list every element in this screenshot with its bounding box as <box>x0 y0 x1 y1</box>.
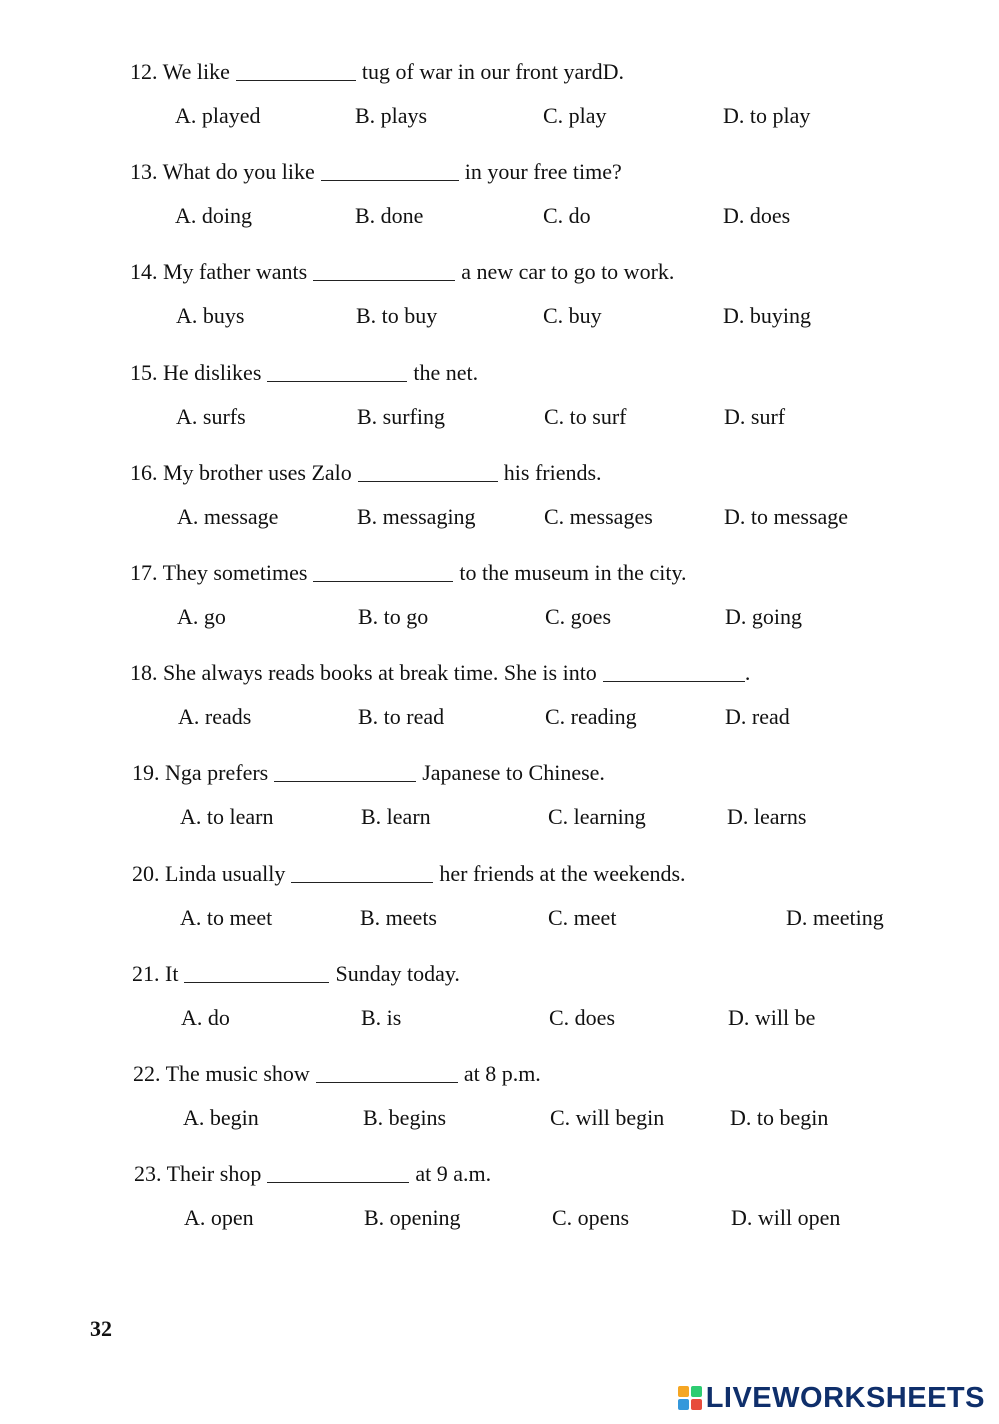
option-b[interactable]: B. to read <box>358 704 445 730</box>
question-text-after: a new car to go to work. <box>461 259 675 285</box>
question-number: 21. <box>132 960 160 986</box>
option-d[interactable]: D. buying <box>723 303 811 329</box>
question-number: 12. <box>130 59 158 84</box>
option-b[interactable]: B. meets <box>360 904 437 930</box>
question-13 <box>130 158 970 230</box>
question-number: 13. <box>130 159 158 185</box>
question-text-before: My brother uses Zalo <box>163 459 352 485</box>
option-d[interactable]: D. meeting <box>786 904 884 930</box>
question-text-after: at 9 a.m. <box>415 1161 492 1187</box>
answer-blank[interactable] <box>184 964 329 983</box>
question-text-before: It <box>165 960 179 986</box>
question-number: 20. <box>132 860 160 886</box>
logo-square-4 <box>691 1399 702 1410</box>
option-c[interactable]: C. learning <box>548 804 646 830</box>
option-c[interactable]: C. meet <box>548 904 617 930</box>
question-stem <box>132 759 972 787</box>
option-b[interactable]: B. to buy <box>356 303 438 329</box>
question-number: 19. <box>132 760 160 786</box>
option-d[interactable]: D. will be <box>728 1004 816 1030</box>
page-number: 32 <box>90 1316 112 1341</box>
answer-options <box>132 803 972 831</box>
answer-blank[interactable] <box>236 62 356 81</box>
question-19 <box>132 759 972 831</box>
option-c[interactable]: C. buy <box>543 303 602 329</box>
logo-square-1 <box>678 1386 689 1397</box>
question-text-after: . <box>744 660 751 686</box>
question-text-after: the net. <box>413 359 479 385</box>
option-b[interactable]: B. done <box>355 203 424 229</box>
question-text-after: at 8 p.m. <box>463 1061 541 1086</box>
answer-blank[interactable] <box>313 262 455 281</box>
option-c[interactable]: C. to surf <box>544 403 627 429</box>
question-text-after: to the museum in the city. <box>459 560 687 585</box>
question-text-after: her friends at the weekends. <box>439 860 686 886</box>
question-stem <box>130 359 970 387</box>
option-a[interactable]: A. surfs <box>176 403 246 429</box>
answer-options <box>132 904 972 932</box>
option-b[interactable]: B. is <box>361 1004 402 1030</box>
answer-options <box>130 202 970 230</box>
question-14 <box>130 258 970 330</box>
question-stem <box>132 960 972 988</box>
option-d[interactable]: D. going <box>725 604 802 629</box>
question-15 <box>130 359 970 431</box>
question-number: 18. <box>130 660 158 686</box>
answer-blank[interactable] <box>267 1164 409 1183</box>
answer-options <box>130 503 970 531</box>
option-d[interactable]: D. does <box>723 203 791 229</box>
option-d[interactable]: D. to play <box>723 103 811 128</box>
question-number: 23. <box>134 1161 162 1187</box>
question-text-before: She always reads books at break time. She is into <box>163 660 597 686</box>
question-text-before: They sometimes <box>162 560 308 585</box>
question-text-after: his friends. <box>503 459 602 485</box>
option-d[interactable]: D. will open <box>731 1205 841 1231</box>
question-17 <box>130 559 970 631</box>
liveworksheets-logo <box>678 1382 985 1414</box>
option-a[interactable]: A. played <box>175 103 261 128</box>
logo-text: LIVEWORKSHEETS <box>705 1381 985 1414</box>
option-d[interactable]: D. to begin <box>730 1105 829 1130</box>
option-b[interactable]: B. messaging <box>357 503 476 529</box>
option-a[interactable]: A. to meet <box>180 904 273 930</box>
answer-blank[interactable] <box>358 463 498 482</box>
option-b[interactable]: B. begins <box>363 1105 447 1130</box>
question-text-before: Their shop <box>166 1161 262 1187</box>
question-18 <box>130 659 970 731</box>
option-c[interactable]: C. messages <box>544 503 653 529</box>
answer-options <box>134 1204 974 1232</box>
option-a[interactable]: A. reads <box>178 704 252 730</box>
answer-blank[interactable] <box>321 162 459 181</box>
option-c[interactable]: C. do <box>543 203 591 229</box>
question-text-before: Linda usually <box>165 860 286 886</box>
question-stem <box>132 860 972 888</box>
liveworksheets-logo-icon <box>678 1386 702 1410</box>
question-number: 14. <box>130 259 158 285</box>
question-stem <box>130 58 970 86</box>
option-a[interactable]: A. go <box>177 604 226 629</box>
option-b[interactable]: B. surfing <box>357 403 445 429</box>
question-text-before: My father wants <box>163 259 308 285</box>
option-d[interactable]: D. learns <box>727 804 807 830</box>
option-c[interactable]: C. reading <box>545 704 637 730</box>
answer-blank[interactable] <box>267 363 407 382</box>
question-text-before: We like <box>162 59 230 84</box>
question-12 <box>130 58 970 130</box>
question-stem <box>130 258 970 286</box>
question-text-before: The music show <box>165 1061 310 1086</box>
question-23 <box>134 1160 974 1232</box>
answer-blank[interactable] <box>274 763 416 782</box>
answer-blank[interactable] <box>313 563 453 582</box>
answer-blank[interactable] <box>316 1064 458 1083</box>
question-number: 22. <box>133 1061 161 1086</box>
question-number: 16. <box>130 459 158 485</box>
question-text-after: tug of war in our front yardD. <box>361 59 624 84</box>
question-number: 15. <box>130 359 158 385</box>
answer-options <box>130 302 970 330</box>
option-b[interactable]: B. learn <box>361 804 431 830</box>
answer-options <box>130 403 970 431</box>
option-a[interactable]: A. buys <box>176 303 245 329</box>
option-a[interactable]: A. message <box>177 503 279 529</box>
question-text-before: What do you like <box>162 159 315 185</box>
question-stem <box>130 459 970 487</box>
logo-square-2 <box>691 1386 702 1397</box>
option-a[interactable]: A. doing <box>175 203 252 229</box>
question-text-after: in your free time? <box>464 159 622 185</box>
answer-options <box>132 1004 972 1032</box>
answer-options <box>130 703 970 731</box>
option-d[interactable]: D. to message <box>724 503 849 529</box>
question-text-before: Nga prefers <box>165 760 269 786</box>
option-c[interactable]: C. play <box>543 103 607 128</box>
question-stem <box>134 1160 974 1188</box>
question-16 <box>130 459 970 531</box>
option-d[interactable]: D. surf <box>724 403 786 429</box>
question-text-before: He dislikes <box>163 359 262 385</box>
option-b[interactable]: B. to go <box>358 604 429 629</box>
question-20 <box>132 860 972 932</box>
question-stem <box>133 1060 973 1088</box>
option-a[interactable]: A. begin <box>183 1105 259 1130</box>
question-stem <box>130 559 970 587</box>
option-b[interactable]: B. opening <box>364 1205 461 1231</box>
option-a[interactable]: A. open <box>184 1205 254 1231</box>
logo-square-3 <box>678 1399 689 1410</box>
question-text-after: Sunday today. <box>335 960 460 986</box>
option-a[interactable]: A. do <box>181 1004 230 1030</box>
question-22 <box>133 1060 973 1132</box>
question-21 <box>132 960 972 1032</box>
option-c[interactable]: C. goes <box>545 604 611 629</box>
question-text-after: Japanese to Chinese. <box>422 760 605 786</box>
answer-blank[interactable] <box>291 864 433 883</box>
question-stem <box>130 158 970 186</box>
option-d[interactable]: D. read <box>725 704 790 730</box>
question-number: 17. <box>130 560 158 585</box>
option-c[interactable]: C. does <box>549 1004 615 1030</box>
option-b[interactable]: B. plays <box>355 103 428 128</box>
answer-blank[interactable] <box>603 663 745 682</box>
answer-options <box>133 1104 973 1132</box>
answer-options <box>130 102 970 130</box>
option-c[interactable]: C. will begin <box>550 1105 665 1130</box>
question-stem <box>130 659 970 687</box>
option-a[interactable]: A. to learn <box>180 804 274 830</box>
option-c[interactable]: C. opens <box>552 1205 629 1231</box>
answer-options <box>130 603 970 631</box>
